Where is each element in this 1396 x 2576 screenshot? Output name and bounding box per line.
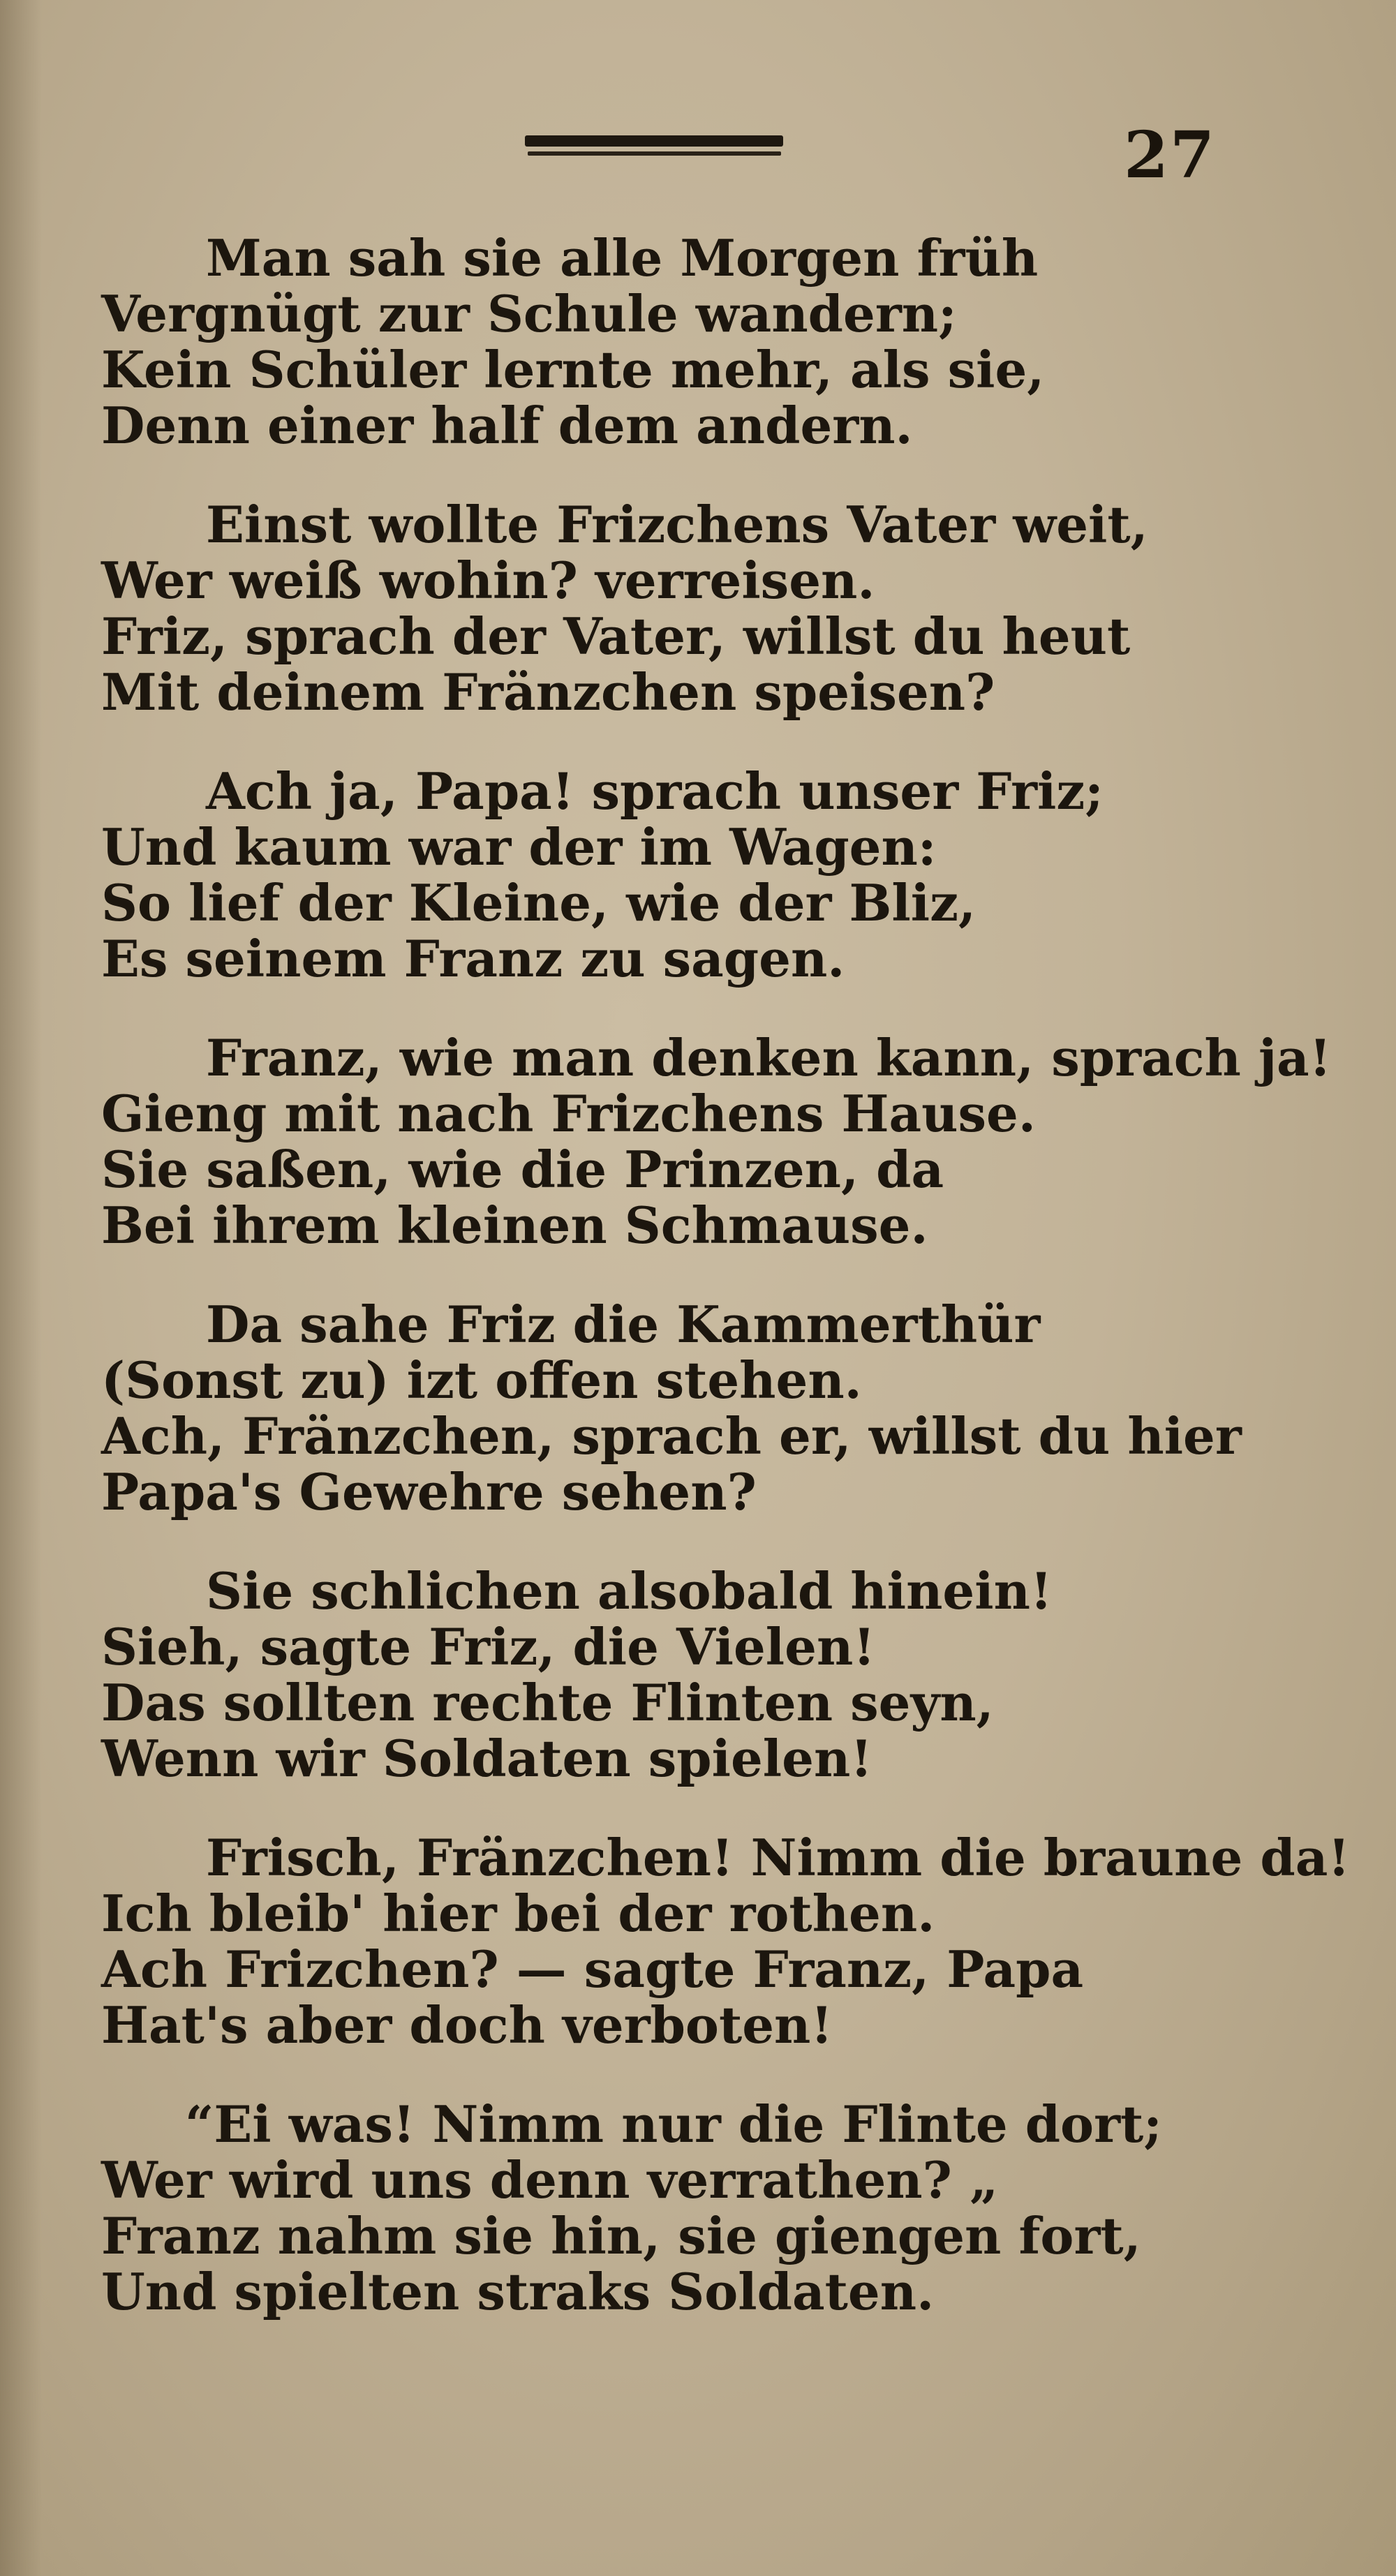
stanza — [101, 2094, 1302, 2321]
stanza — [101, 1828, 1350, 2055]
poem-line: Das sollten rechte Flinten seyn, — [101, 1673, 994, 1732]
poem-line: Wer wird uns denn verrathen? „ — [101, 2150, 999, 2210]
page-edge-shadow — [0, 0, 42, 2576]
poem-line: Hat's aber doch verboten! — [101, 1995, 833, 2055]
poem-line: (Sonst zu) izt offen stehen. — [101, 1350, 862, 1410]
poem-line: “Ei was! Nimm nur die Flinte dort; — [185, 2094, 1162, 2154]
poem-line: Franz, wie man denken kann, sprach ja! — [206, 1028, 1332, 1087]
poem-line: Mit deinem Fränzchen speisen? — [101, 662, 995, 722]
poem-line: Vergnügt zur Schule wandern; — [101, 284, 957, 343]
poem-line: Sie saßen, wie die Prinzen, da — [101, 1140, 944, 1199]
header-rule-thin — [528, 151, 781, 156]
poem-line: Gieng mit nach Frizchens Hause. — [101, 1084, 1036, 1143]
poem-line: Man sah sie alle Morgen früh — [206, 228, 1039, 288]
poem-line: Es seinem Franz zu sagen. — [101, 929, 845, 988]
poem-line: Franz nahm sie hin, sie giengen fort, — [101, 2206, 1141, 2265]
poem-line: Ach Frizchen? — sagte Franz, Papa — [101, 1940, 1084, 1999]
poem-line: Bei ihrem kleinen Schmause. — [101, 1196, 928, 1255]
poem-text — [101, 228, 1350, 2363]
poem-line: So lief der Kleine, wie der Bliz, — [101, 873, 977, 932]
poem-line: Papa's Gewehre sehen? — [101, 1462, 757, 1521]
poem-line: Ach, Fränzchen, sprach er, willst du hier — [101, 1406, 1242, 1466]
header-ornament-rule — [525, 135, 783, 163]
stanza — [101, 1563, 1302, 1787]
poem-line: Sie schlichen alsobald hinein! — [206, 1561, 1053, 1621]
stanza — [101, 1297, 1302, 1520]
poem-line: Und kaum war der im Wagen: — [101, 817, 937, 877]
stanza — [101, 497, 1302, 720]
poem-line: Wer weiß wohin? verreisen. — [101, 551, 875, 610]
poem-line: Frisch, Fränzchen! Nimm die braune da! — [206, 1828, 1350, 1887]
poem-line: Einst wollte Frizchens Vater weit, — [206, 495, 1148, 554]
poem-line: Sieh, sagte Friz, die Vielen! — [101, 1617, 875, 1676]
stanza — [101, 1028, 1332, 1255]
poem-line: Friz, sprach der Vater, willst du heut — [101, 606, 1131, 666]
poem-line: Ach ja, Papa! sprach unser Friz; — [206, 761, 1104, 821]
poem-line: Denn einer half dem andern. — [101, 396, 913, 455]
poem-line: Da sahe Friz die Kammerthür — [206, 1295, 1041, 1354]
stanza — [101, 230, 1302, 454]
page-number: 27 — [1124, 117, 1217, 193]
poem-line: Und spielten straks Soldaten. — [101, 2262, 935, 2321]
header-rule-thick — [525, 135, 783, 147]
poem-line: Ich bleib' hier bei der rothen. — [101, 1884, 935, 1943]
stanza — [101, 761, 1302, 988]
poem-line: Wenn wir Soldaten spielen! — [101, 1729, 872, 1788]
poem-line: Kein Schüler lernte mehr, als sie, — [101, 340, 1045, 399]
